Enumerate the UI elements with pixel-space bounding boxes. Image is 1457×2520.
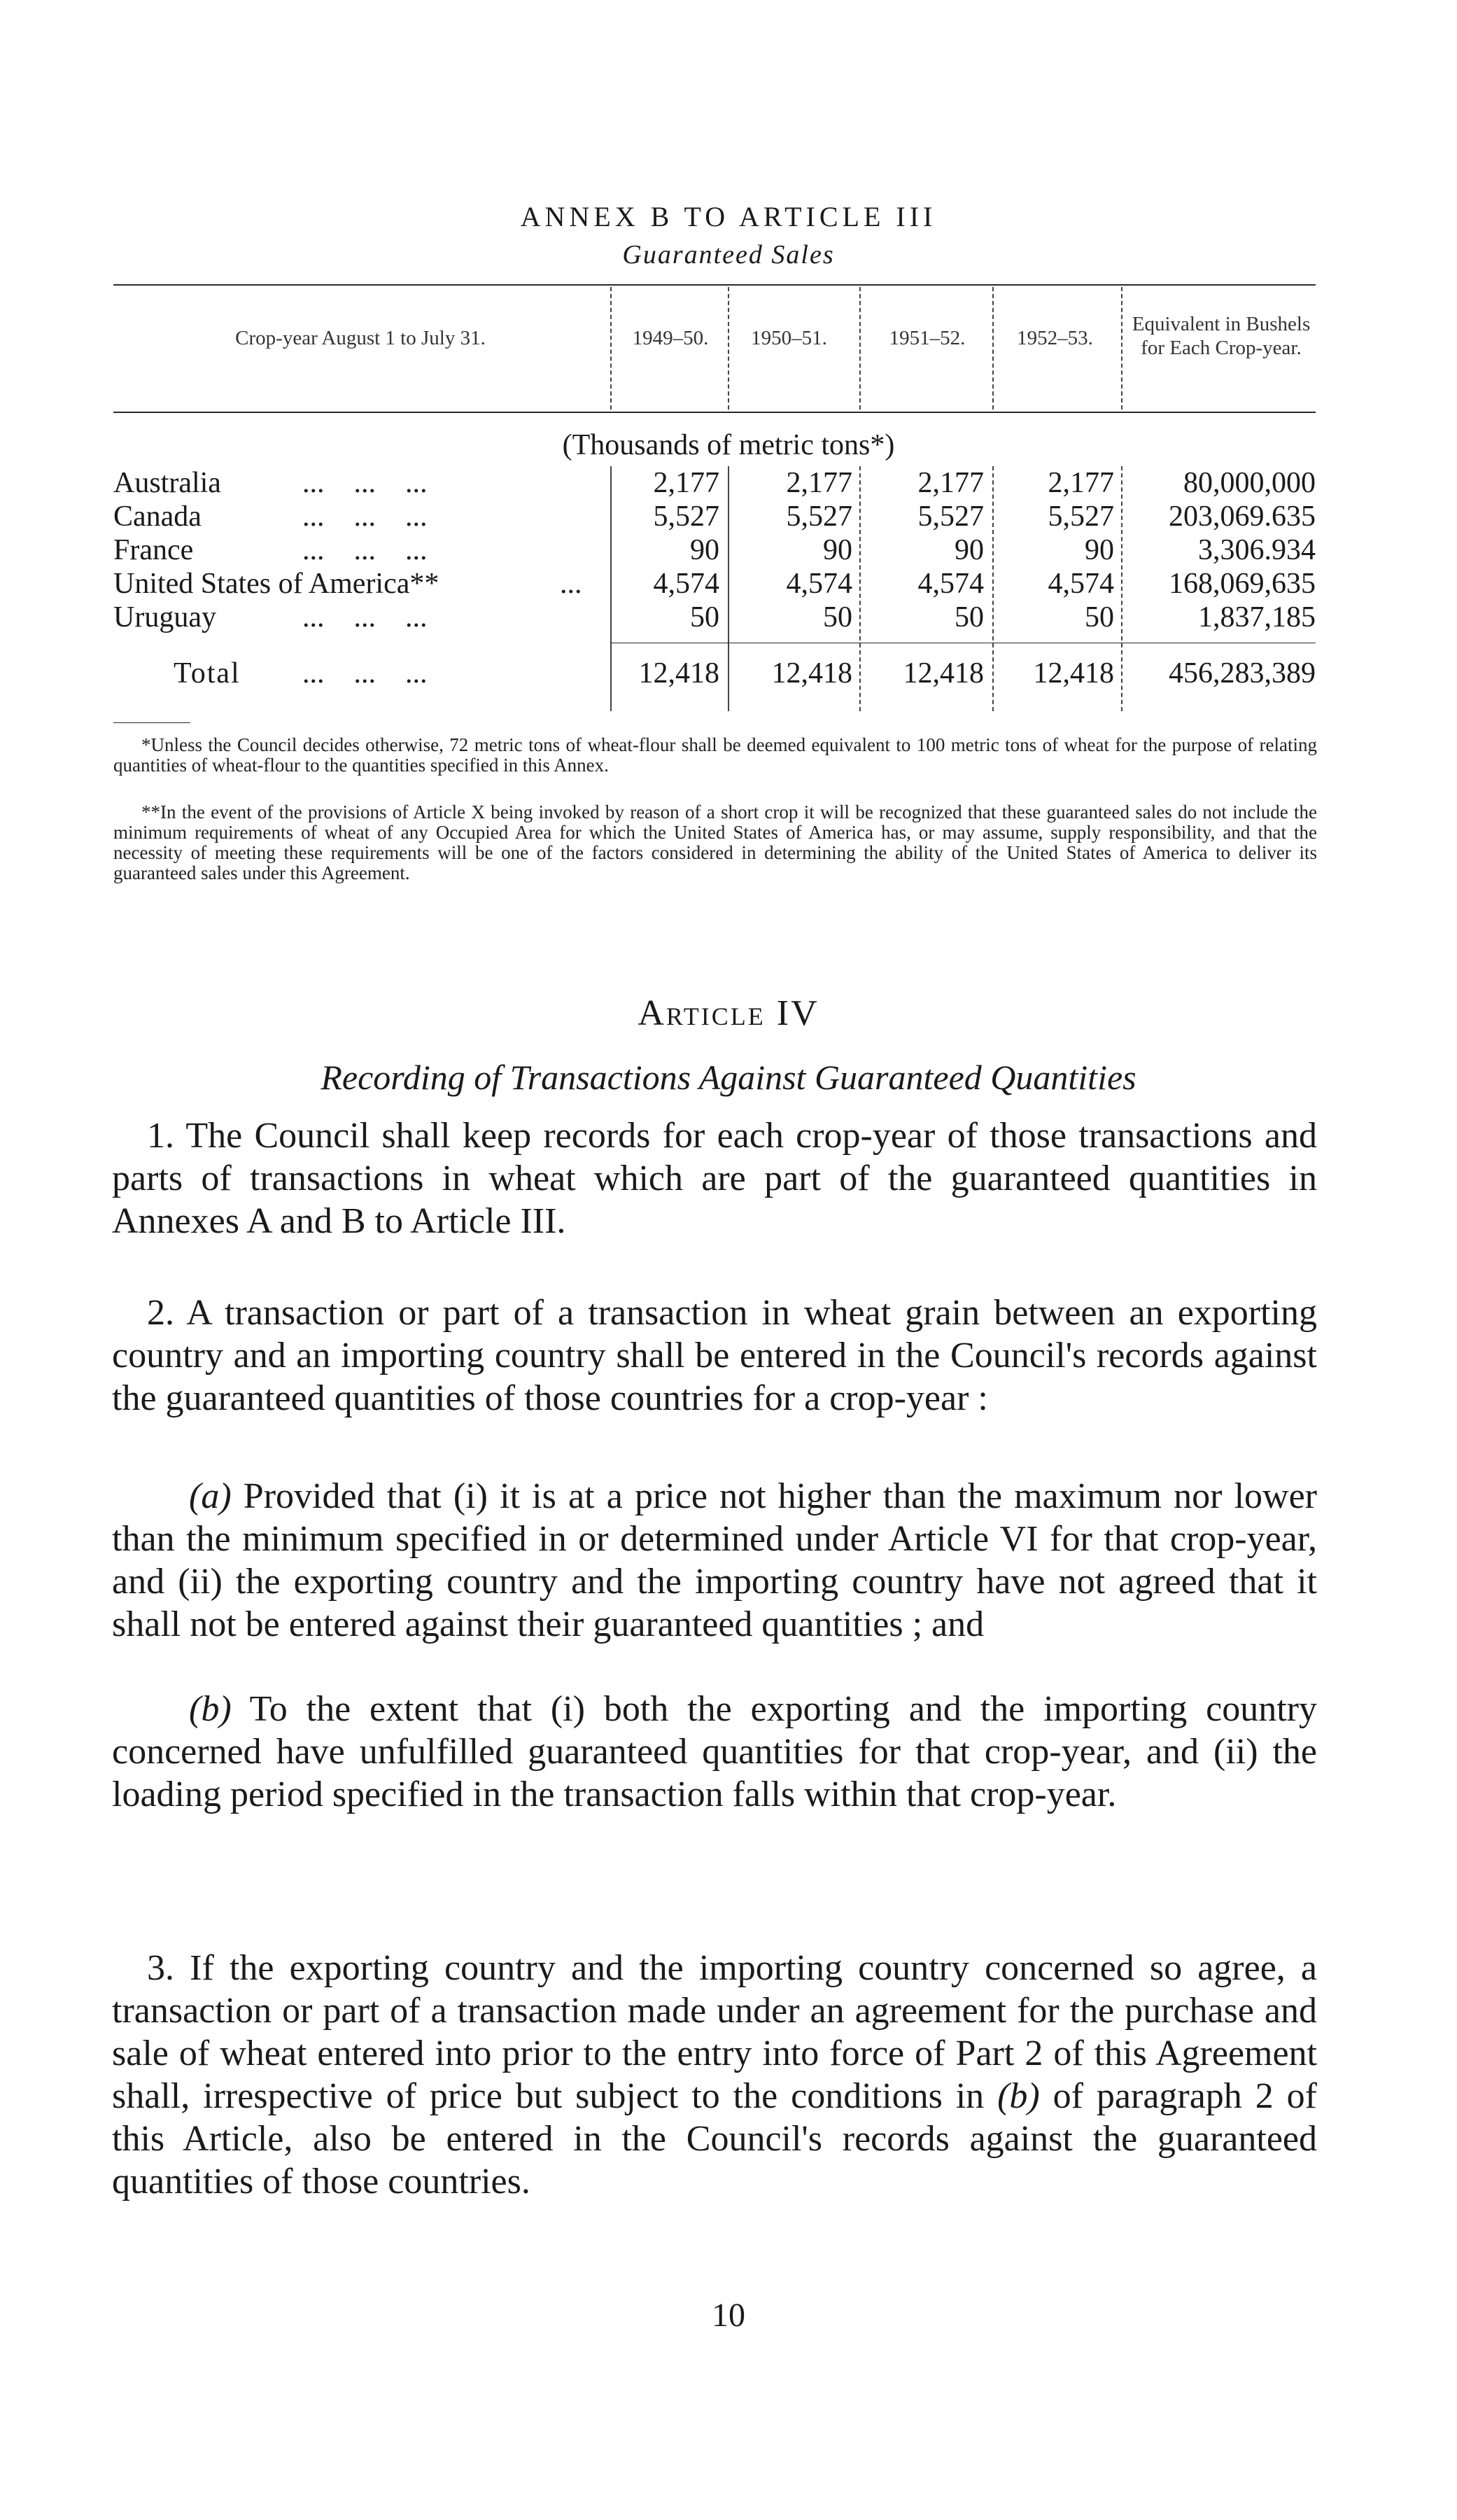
- value-1950-51: 5,527: [786, 500, 852, 533]
- table-bottom-rule: [113, 722, 190, 723]
- paragraph-3: [112, 1947, 1317, 2203]
- annex-subtitle: Guaranteed Sales: [622, 240, 835, 270]
- column-divider: [992, 287, 994, 410]
- value-bushels: 1,837,185: [1198, 601, 1316, 634]
- value-1950-51: 50: [823, 601, 852, 634]
- value-bushels: 80,000,000: [1183, 467, 1316, 499]
- clause-label-b: (b): [189, 1689, 232, 1729]
- annex-title: ANNEX B TO ARTICLE III: [520, 201, 937, 232]
- total-1952-53: 12,418: [1033, 657, 1114, 690]
- value-1949-50: 90: [690, 534, 719, 566]
- total-1950-51: 12,418: [771, 657, 852, 690]
- leader-dots: ... ... ...: [302, 601, 428, 634]
- column-divider: [728, 287, 729, 410]
- paragraph-3-text-start: 3. If the exporting country and the importing country concerned so agree, a transaction or part of a transaction made under an agreement for the purchase and sale of wheat entered into prior to the entry into force of Part 2 of this Agreement shall, irrespective of price but subject to the conditions in: [112, 1948, 1317, 2116]
- units-note: (Thousands of metric tons*): [562, 429, 895, 461]
- total-label: Total: [174, 657, 241, 690]
- value-1951-52: 50: [955, 601, 984, 634]
- value-1949-50: 5,527: [653, 500, 719, 533]
- table-top-rule: [113, 284, 1316, 286]
- value-1952-53: 2,177: [1048, 467, 1114, 499]
- country-cell: Australia: [113, 467, 221, 499]
- total-1949-50: 12,418: [638, 657, 719, 690]
- value-1952-53: 90: [1085, 534, 1114, 566]
- value-1949-50: 4,574: [653, 568, 719, 600]
- leader-dots: ...: [560, 568, 582, 600]
- leader-dots: ... ... ...: [302, 657, 428, 690]
- leader-dots: ... ... ...: [302, 500, 428, 533]
- table-header-rule: [113, 412, 1316, 413]
- column-divider: [1121, 287, 1122, 410]
- clause-text-b: To the extent that (i) both the exporting and the importing country concerned have unfulfilled guaranteed quantities for that crop-year, and (ii) the loading period specified in the transaction falls within that crop-year.: [112, 1689, 1317, 1814]
- value-1951-52: 5,527: [917, 500, 984, 533]
- total-1951-52: 12,418: [903, 657, 984, 690]
- column-divider: [728, 466, 729, 711]
- column-divider: [992, 466, 994, 711]
- value-1952-53: 50: [1085, 601, 1114, 634]
- column-divider: [610, 466, 612, 711]
- country-cell: France: [113, 534, 194, 566]
- article-heading: Article IV: [638, 993, 819, 1033]
- header-1949-50: 1949–50.: [632, 327, 709, 349]
- paragraph-3-clause-ref: (b): [997, 2076, 1040, 2116]
- value-1952-53: 4,574: [1048, 568, 1114, 600]
- paragraph-2a: [112, 1475, 1317, 1646]
- header-bushels-equivalent: Equivalent in Bushels for Each Crop-year.: [1132, 313, 1311, 359]
- country-cell: Uruguay: [113, 601, 216, 634]
- country-cell: Canada: [113, 500, 202, 533]
- paragraph-1: 1. The Council shall keep records for each crop-year of those transactions and parts of transactions in wheat which are part of the guaranteed quantities in Annexes A and B to Article III.: [112, 1116, 1317, 1241]
- page-number: 10: [712, 2297, 745, 2334]
- header-1951-52: 1951–52.: [889, 327, 966, 349]
- value-1952-53: 5,527: [1048, 500, 1114, 533]
- value-1951-52: 4,574: [917, 568, 984, 600]
- column-divider: [1121, 466, 1122, 711]
- column-divider: [859, 287, 861, 410]
- value-1949-50: 50: [690, 601, 719, 634]
- value-1950-51: 90: [823, 534, 852, 566]
- value-1951-52: 2,177: [917, 467, 984, 499]
- header-1952-53: 1952–53.: [1017, 327, 1093, 349]
- value-1950-51: 2,177: [786, 467, 852, 499]
- paragraph-3-text-end: of paragraph 2 of this Article, also be entered in the Council's records against the guaranteed quantities of those countries.: [112, 2076, 1317, 2202]
- value-bushels: 203,069.635: [1169, 500, 1316, 533]
- header-1950-51: 1950–51.: [751, 327, 827, 349]
- header-crop-year: Crop-year August 1 to July 31.: [235, 327, 486, 349]
- clause-label-a: (a): [189, 1476, 232, 1516]
- value-bushels: 168,069,635: [1169, 568, 1316, 600]
- paragraph-2b: [112, 1688, 1317, 1816]
- paragraph-2: 2. A transaction or part of a transaction in wheat grain between an exporting country and an importing country shall be entered in the Council's records against the guaranteed quantities of those countries for a crop-year :: [112, 1293, 1317, 1418]
- country-cell: United States of America**: [113, 568, 439, 600]
- leader-dots: ... ... ...: [302, 467, 428, 499]
- leader-dots: ... ... ...: [302, 534, 428, 566]
- value-bushels: 3,306.934: [1198, 534, 1316, 566]
- footnote-flour-equivalence: *Unless the Council decides otherwise, 72 metric tons of wheat-flour shall be deemed equivalent to 100 metric tons of wheat for the purpose of relating quantities of wheat-flour to the quantities specified in this Annex.: [113, 734, 1317, 776]
- value-1951-52: 90: [955, 534, 984, 566]
- column-divider: [859, 466, 861, 711]
- value-1950-51: 4,574: [786, 568, 852, 600]
- total-bushels: 456,283,389: [1169, 657, 1316, 690]
- column-divider: [610, 287, 612, 410]
- footnote-short-crop: **In the event of the provisions of Article X being invoked by reason of a short crop it will be recognized that these guaranteed sales do not include the minimum requirements of wheat of any Occupied Area for which the United States of America has, or may assume, supply responsibility, and that the necessity of meeting these requirements will be one of the factors considered in determining the ability of the United States of America to deliver its guaranteed sales under this Agreement.: [113, 802, 1317, 883]
- value-1949-50: 2,177: [653, 467, 719, 499]
- article-subtitle: Recording of Transactions Against Guaranteed Quantities: [321, 1058, 1136, 1097]
- clause-text-a: Provided that (i) it is at a price not higher than the maximum nor lower than the minimum specified in or determined under Article VI for that crop-year, and (ii) the exporting country and the importing country have not agreed that it shall not be entered against their guaranteed quantities ; and: [112, 1476, 1317, 1644]
